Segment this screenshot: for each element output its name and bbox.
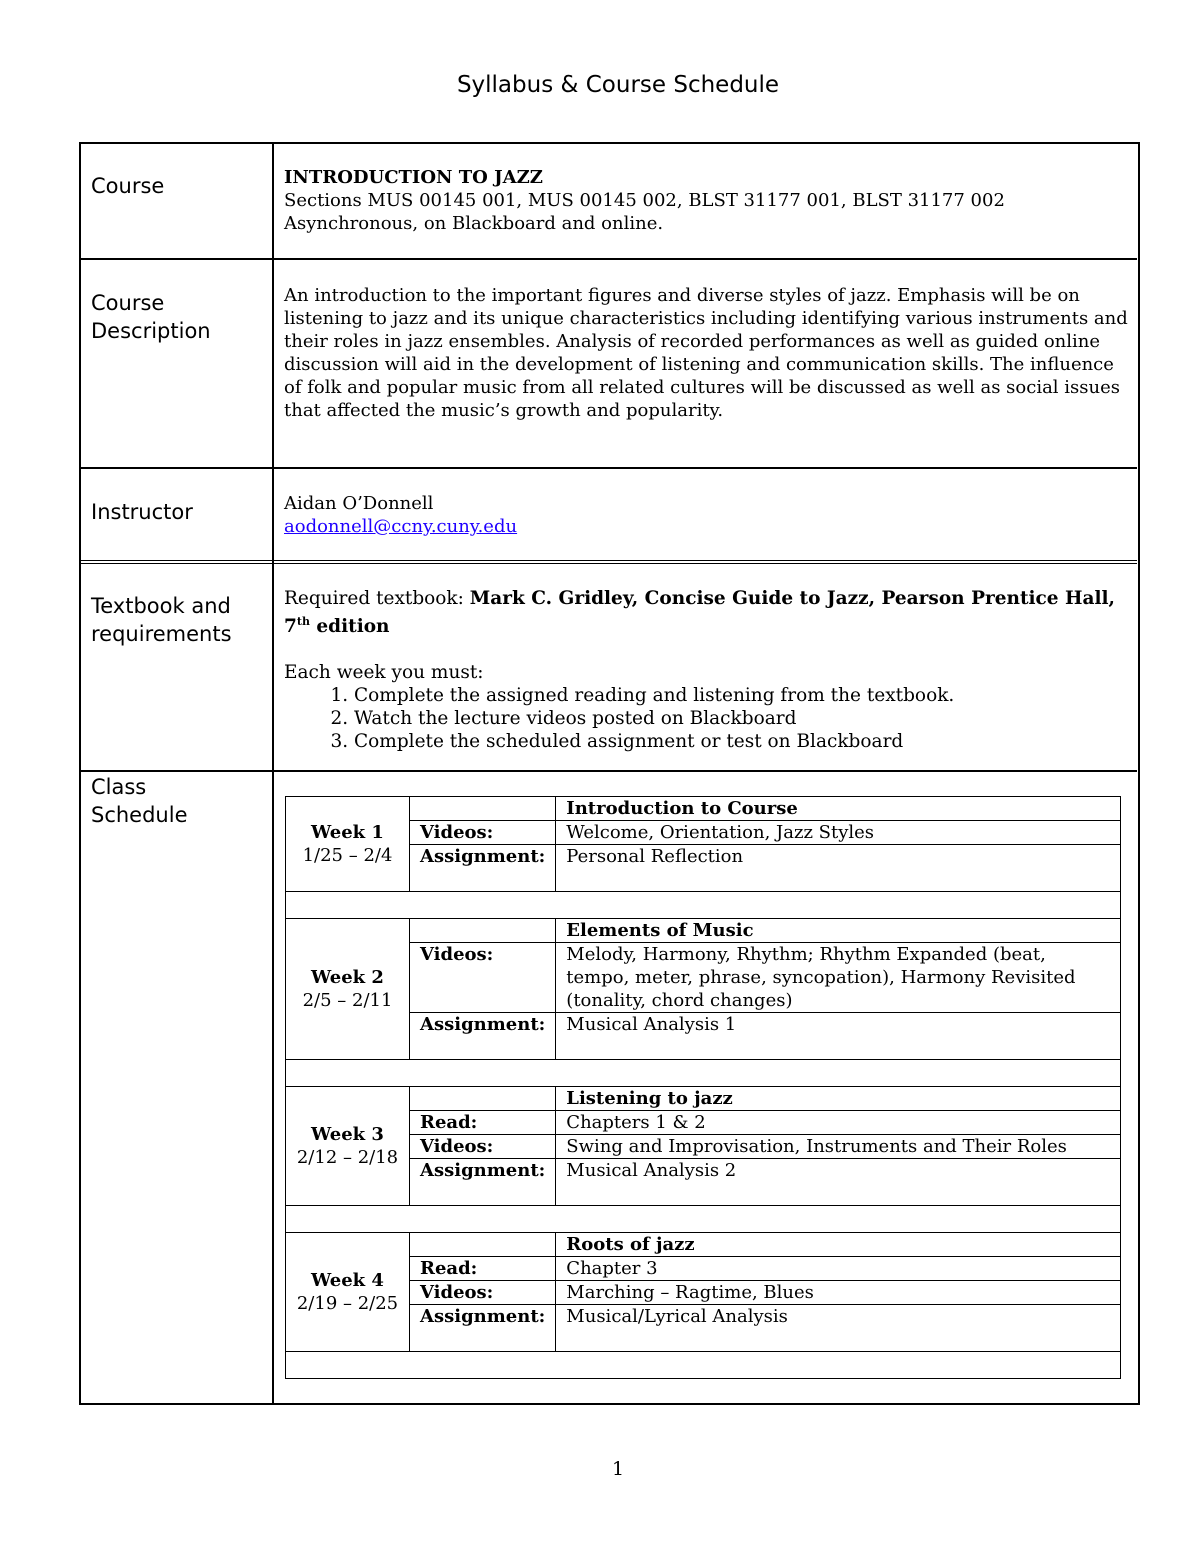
row-divider (81, 560, 1137, 564)
week-topic: Elements of Music (556, 919, 1121, 943)
course-name: INTRODUCTION TO JAZZ (284, 167, 543, 188)
row-divider (81, 770, 1137, 772)
column-divider (272, 144, 274, 1403)
weekly-intro: Each week you must: (284, 662, 484, 684)
week-topic: Listening to jazz (556, 1087, 1121, 1111)
label-instructor: Instructor (91, 500, 193, 524)
label-course: Course (91, 174, 165, 198)
week-videos: Welcome, Orientation, Jazz Styles (556, 821, 1121, 845)
list-item: 1. Complete the assigned reading and listening from the textbook. (354, 684, 1129, 707)
week-videos: Swing and Improvisation, Instruments and Their Roles (556, 1135, 1121, 1159)
row-divider (81, 258, 1137, 260)
label-description: Course Description (91, 291, 211, 343)
course-sections: Sections MUS 00145 001, MUS 00145 002, BLST 31177 001, BLST 31177 002 (284, 190, 1005, 211)
schedule-table: Week 1 1/25 – 2/4 Introduction to Course Videos: Welcome, Orientation, Jazz Styles Assignment: Personal Reflection Week 2 2/5 – 2/11 Elements of Music Videos: Melody, Harmony, Rhythm; Rhythm Expanded (beat, tempo, meter, phrase, syncopation), Harmony Revisited (tonality, chord changes) Assignment: Musical Analysis 1 Week 3 2/12 – 2/18 Listening to jazz Read: Chapters 1 & 2 Videos: Swing and Improvisation, Instruments and Their Roles Assignment: Musical Analysis 2 Week 4 2/19 – 2/25 Roots of jazz Read: Chapter 3 Videos: Marching – Ragtime, Blues Assignment: Musical/Lyrical Analysis (285, 796, 1121, 1379)
textbook-info: Required textbook: Mark C. Gridley, Concise Guide to Jazz, Pearson Prentice Hall, 7th edition Each week you must: 1. Complete the assigned reading and listening from the textbook. 2. Watch the lecture videos posted on Blackboard 3. Complete the scheduled assignment or test on Blackboard (284, 587, 1129, 753)
week-assignment: Musical/Lyrical Analysis (556, 1305, 1121, 1352)
row-divider (81, 467, 1137, 469)
week-cell: Week 2 2/5 – 2/11 (286, 919, 410, 1060)
page-title: Syllabus & Course Schedule (456, 72, 780, 98)
week-assignment: Musical Analysis 2 (556, 1159, 1121, 1206)
week-assignment: Personal Reflection (556, 845, 1121, 892)
list-item: 3. Complete the scheduled assignment or test on Blackboard (354, 730, 1129, 753)
textbook-title: Mark C. Gridley, Concise Guide to Jazz, Pearson Prentice Hall, 7th edition (284, 588, 1115, 638)
instructor-info (284, 492, 1129, 538)
week-cell: Week 4 2/19 – 2/25 (286, 1233, 410, 1352)
week-cell: Week 3 2/12 – 2/18 (286, 1087, 410, 1206)
page-number: 1 (611, 1458, 625, 1480)
instructor-email-link[interactable]: aodonnell@ccny.cuny.edu (284, 516, 518, 537)
week-assignment: Musical Analysis 1 (556, 1013, 1121, 1060)
week-topic: Roots of jazz (556, 1233, 1121, 1257)
label-schedule: Class Schedule (91, 775, 188, 827)
weekly-requirements-list (284, 684, 1129, 753)
course-format: Asynchronous, on Blackboard and online. (284, 213, 664, 234)
instructor-name: Aidan O’Donnell (284, 493, 434, 514)
week-reading: Chapters 1 & 2 (556, 1111, 1121, 1135)
week-cell: Week 1 1/25 – 2/4 (286, 797, 410, 892)
label-textbook: Textbook and requirements (91, 594, 232, 646)
week-reading: Chapter 3 (556, 1257, 1121, 1281)
week-videos: Melody, Harmony, Rhythm; Rhythm Expanded (beat, tempo, meter, phrase, syncopation), Harmony Revisited (tonality, chord changes) (556, 943, 1121, 1013)
course-info (284, 166, 1129, 235)
course-description: An introduction to the important figures and diverse styles of jazz. Emphasis will be on listening to jazz and its unique characteristics including identifying various instruments and their roles in jazz ensembles. Analysis of recorded performances as well as guided online discussion will aid in the development of listening and communication skills. The influence of folk and popular music from all related cultures will be discussed as well as social issues that affected the music’s growth and popularity. (284, 285, 1128, 421)
week-topic: Introduction to Course (556, 797, 1121, 821)
week-videos: Marching – Ragtime, Blues (556, 1281, 1121, 1305)
list-item: 2. Watch the lecture videos posted on Blackboard (354, 707, 1129, 730)
